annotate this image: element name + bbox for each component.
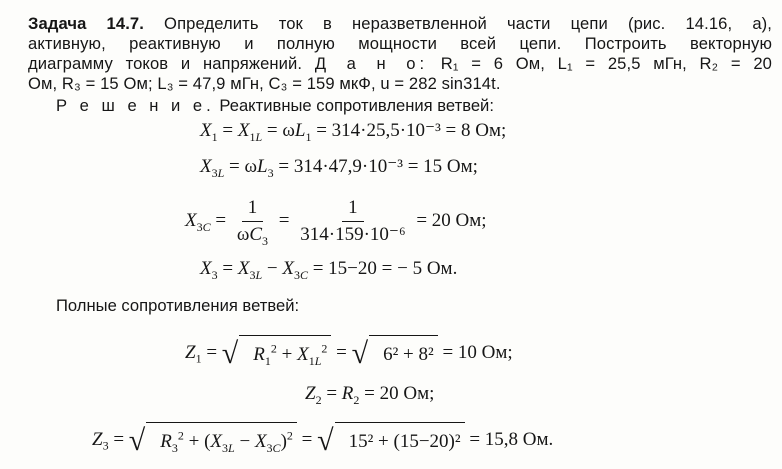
problem-label: Задача 14.7.: [28, 14, 144, 33]
fraction-2: $\frac{1}{\text{314·159·10⁻⁶}}$: [300, 197, 406, 246]
problem-line-4: Ом, R₃ = 15 Ом; L₃ = 47,9 мГн, C₃ = 159 мкФ, u = 282 sin314t.: [28, 74, 501, 93]
problem-line-3-text: диаграмму токов и напряжений.: [28, 54, 303, 73]
equation-z1: $Z_1$ = √ $R_1^2 + X_{1L}^2$ = √ 6² + 8² = 10 Ом;: [185, 335, 513, 372]
equation-z2: $Z_2 = R_2 = 20$ Ом;: [305, 383, 435, 407]
solution-heading-text: Реактивные сопротивления ветвей:: [214, 96, 494, 115]
fraction-1: $\frac{1}{\omega C_3}$: [236, 197, 269, 248]
impedance-heading: Полные сопротивления ветвей:: [56, 296, 300, 315]
problem-line-1: [28, 14, 772, 34]
solution-word: Р е ш е н и е.: [56, 96, 215, 115]
equation-x3c: $X_{3C}$ = $\frac{1}{\omega C_3}$ = $\frac{1}{\text{314·159·10⁻⁶}}$ = 20 Ом;: [185, 197, 487, 248]
equation-x1: $X_1 = X_{1L} = \omega L_1 = 314\cdot 25,5\cdot 10^{-3} = 8$ Ом;: [200, 120, 507, 144]
equation-x3l: $X_{3L} = \omega L_3 = 314\cdot 47,9\cdot 10^{-3} = 15$ Ом;: [200, 156, 478, 180]
problem-line-3: [28, 54, 772, 74]
radical-1: √ $R_1^2 + X_{1L}^2$: [222, 335, 332, 372]
problem-line-2: активную, реактивную и полную мощности всей цепи. Построить векторную: [28, 34, 772, 53]
equation-z3: $Z_3$ = √ $R_3^2 + (X_{3L} - X_{3C})^2$ = √ 15² + (15−20)² = 15,8 Ом.: [92, 422, 553, 459]
radical-3: √ $R_3^2 + (X_{3L} - X_{3C})^2$: [129, 422, 297, 459]
problem-line-1-text: Определить ток в неразветвленной части цепи (рис. 14.16, а),: [143, 14, 772, 33]
given-label: Д а н о:: [314, 54, 429, 73]
equation-x3: $X_3 = X_{3L} - X_{3C} = 15-20$ = − 5 Ом.: [200, 258, 458, 282]
radical-2: √ 6² + 8²: [352, 335, 438, 372]
given-values: R₁ = 6 Ом, L₁ = 25,5 мГн, R₂ = 20: [440, 54, 773, 73]
solution-heading: [56, 96, 494, 116]
radical-4: √ 15² + (15−20)²: [317, 422, 464, 459]
